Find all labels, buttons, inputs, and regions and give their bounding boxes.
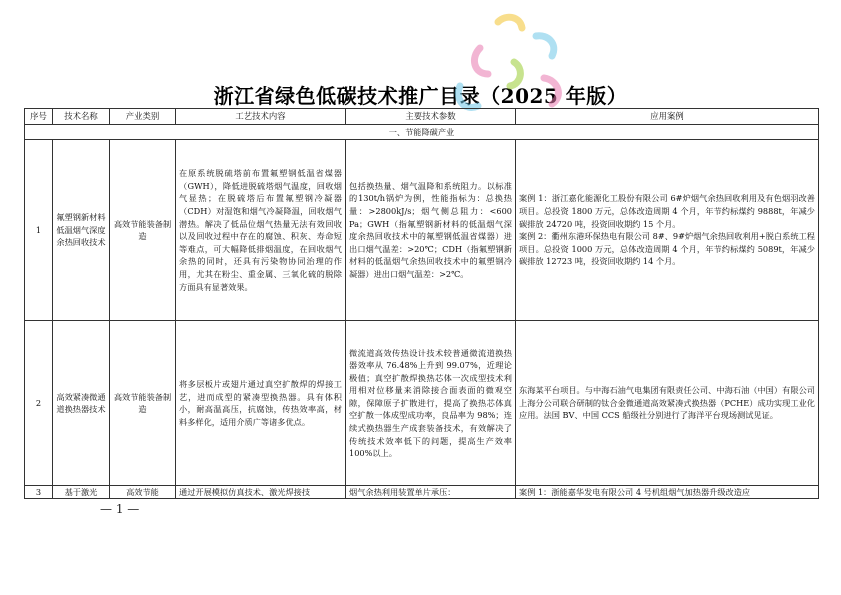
- case-item: 案例 1：浙江嘉化能源化工股份有限公司 6#炉烟气余热回收利用及有色烟羽改善项目。总投资 1800 万元，总体改造周期 4 个月，年节约标煤约 9888t，年减少碳排放 24720 吨，投资回收期约 15 个月。: [519, 193, 815, 229]
- row-cases: [516, 321, 819, 486]
- row-no: 1: [25, 140, 53, 321]
- table-row: [25, 321, 819, 486]
- row-category: 高效节能装备制造: [110, 140, 176, 321]
- header-params: 主要技术参数: [346, 109, 516, 125]
- row-params: 微流道高效传热设计技术较普通微流道换热器效率从 76.48%上升到 99.07%，近理论极值；真空扩散焊换热芯体一次成型技术利用相对位移量来消除接合面表面的微观空隙，保障原子扩散进行，提高了换热芯体真空扩散一体成型成功率，良品率为 98%；连续式换热器生产成套装备技术，有效解决了传统技术效率低下的问题，提高生产效率 100%以上。: [346, 321, 516, 486]
- row-process: 将多层板片或翅片通过真空扩散焊的焊接工艺，进而成型的紧凑型换热器。具有体积小，耐高温高压，抗腐蚀，传热效率高，材料多样化，适用介质广等诸多优点。: [176, 321, 346, 486]
- row-cases: [516, 486, 819, 499]
- table-row: [25, 140, 819, 321]
- row-tech-name: 基于激光: [53, 486, 110, 499]
- watermark-arc-pink: [474, 48, 488, 74]
- technology-table: [24, 108, 819, 499]
- case-item: 案例 1：浙能嘉华发电有限公司 4 号机组烟气加热器升级改造应: [519, 487, 751, 498]
- header-cases: 应用案例: [516, 109, 819, 125]
- watermark-arc-blue: [536, 36, 554, 56]
- section-row: [25, 124, 819, 140]
- header-tech-name: 技术名称: [53, 109, 110, 125]
- row-process: 在原系统脱硫塔前布置氟塑钢低温省煤器（GWH），降低进脱硫塔烟气温度，回收烟气显热；在脱硫塔后布置氟塑钢冷凝器（CDH）对湿饱和烟气冷凝降温，回收烟气潜热。解决了低品位烟气热量无法有效回收以及回收过程中存在的腐蚀、积灰、寿命短等难点，可大幅降低排烟温度，在回收烟气余热的同时，还具有污染物协同治理的作用，尤其在粉尘、重金属、三氧化硫的脱除方面具有显著效果。: [176, 140, 346, 321]
- page-number: — 1 —: [100, 502, 140, 516]
- row-cases: [516, 140, 819, 321]
- watermark-arc-yellow: [498, 17, 522, 28]
- case-item: 案例 2：衢州东港环保热电有限公司 8#、9#炉烟气余热回收利用+脱白系统工程项目。总投资 1000 万元，总体改造周期 4 个月，年节约标煤约 5089t，年减少碳排放 12723 吨，投资回收期约 14 个月。: [519, 231, 815, 267]
- header-category: 产业类别: [110, 109, 176, 125]
- header-process: 工艺技术内容: [176, 109, 346, 125]
- page-title: 浙江省绿色低碳技术推广目录（2025 年版）: [213, 84, 628, 108]
- row-tech-name: 高效紧凑微通道换热器技术: [53, 321, 110, 486]
- row-params: 包括换热量、烟气温降和系统阻力。以标准的130t/h锅炉为例，性能指标为：总换热量：>2800kJ/s；烟气侧总阻力：<600 Pa；GWH（指氟塑钢新材料的低温烟气深度余热回收技术中的氟塑钢低温省煤器）进出口烟气温差：>20℃；CDH（指氟塑钢新材料的低温烟气余热回收技术中的氟塑钢冷凝器）进出口烟气温差：>2℃。: [346, 140, 516, 321]
- watermark-arc-green: [510, 62, 520, 86]
- table-row: [25, 486, 819, 499]
- watermark-arc-pink-2: [544, 78, 558, 104]
- row-params: 烟气余热利用装置单片承压：: [346, 486, 516, 499]
- row-no: 2: [25, 321, 53, 486]
- case-item: 东海某平台项目。与中海石油气电集团有限责任公司、中海石油（中国）有限公司上海分公司联合研制的钛合金微通道高效紧凑式换热器（PCHE）成功实现工业化应用。法国 BV、中国 CCS 船级社分别进行了海洋平台现场测试见证。: [519, 385, 815, 421]
- row-category: 高效节能: [110, 486, 176, 499]
- table-header-row: [25, 109, 819, 125]
- row-no: 3: [25, 486, 53, 499]
- row-category: 高效节能装备制造: [110, 321, 176, 486]
- header-no: 序号: [25, 109, 53, 125]
- watermark-arc-blue-2: [458, 86, 478, 107]
- row-process: 通过开展模拟仿真技术、激光焊接技: [176, 486, 346, 499]
- section-label: 一、节能降碳产业: [25, 124, 819, 140]
- row-tech-name: 氟塑钢新材料低温烟气深度余热回收技术: [53, 140, 110, 321]
